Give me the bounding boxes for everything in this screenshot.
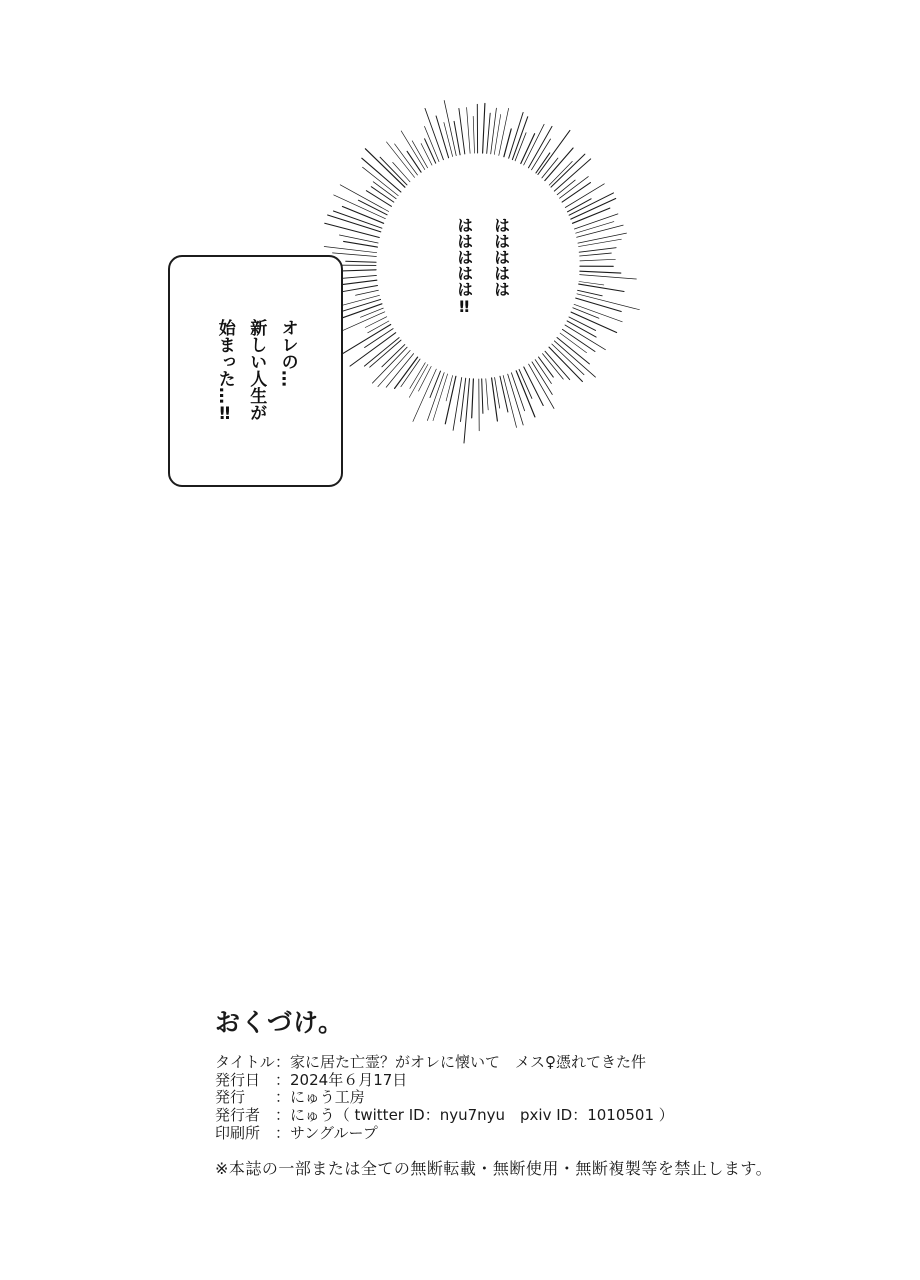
colophon-value: 家に居た亡霊？がオレに懐いて メス♀憑れてきた件: [290, 1053, 647, 1071]
colophon-label: 発行日: [215, 1070, 261, 1089]
colophon: [215, 1003, 773, 1179]
colophon-heading: おくづけ。: [215, 1008, 345, 1037]
colophon-value: にゅう工房: [290, 1088, 365, 1107]
colophon-label: 発行: [215, 1088, 246, 1107]
colophon-value: 2024年６月17日: [290, 1070, 408, 1089]
speech-line: オレの…: [277, 318, 298, 387]
colophon-label: 印刷所: [215, 1123, 261, 1142]
copyright-note: ※本誌の一部または全ての無断転載・無断使用・無断複製等を禁止します。: [215, 1159, 773, 1179]
speech-line: 始まった…‼: [214, 318, 235, 424]
burst-bubble-text: [445, 217, 519, 316]
colophon-row-printer: [215, 1125, 755, 1143]
colophon-colon: ：: [275, 1123, 291, 1142]
colophon-value: にゅう（ twitter ID：nyu7nyu pxiv ID：1010501 ）: [290, 1106, 674, 1125]
speech-line: 新しい人生が: [246, 318, 267, 421]
speech-box-text: [208, 319, 302, 424]
colophon-row-publisher: [215, 1089, 755, 1107]
colophon-label: 発行者: [215, 1106, 261, 1125]
colophon-value: サングループ: [290, 1123, 378, 1142]
colophon-colon: ：: [275, 1070, 291, 1089]
colophon-colon: ：: [275, 1053, 291, 1071]
burst-text-line: ははははは: [491, 217, 511, 297]
colophon-colon: ：: [275, 1106, 291, 1125]
colophon-label: タイトル: [215, 1053, 275, 1071]
colophon-row-author: [215, 1107, 755, 1125]
colophon-row-issue-date: [215, 1072, 755, 1090]
colophon-row-title: [215, 1054, 755, 1072]
colophon-colon: ：: [275, 1088, 291, 1107]
burst-text-line: ははははは‼: [454, 217, 474, 316]
speech-box: [168, 255, 343, 487]
